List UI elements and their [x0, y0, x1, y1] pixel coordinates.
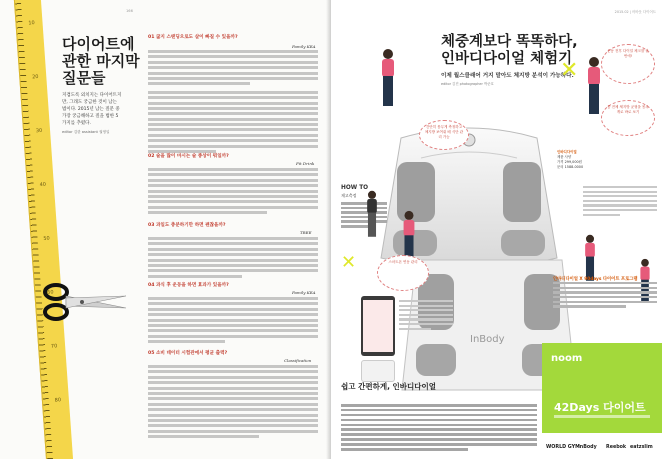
noom-ad[interactable]: [542, 343, 662, 459]
bottom-article-title: 쉽고 간편하게, 인바디다이얼: [341, 382, 437, 391]
article-column: [148, 297, 318, 346]
article-column: [148, 237, 318, 280]
tape-number: 60: [46, 289, 54, 296]
phone-icon: [361, 296, 395, 356]
bottom-article-body: [341, 404, 537, 453]
article-column: [148, 168, 318, 217]
question-heading: 01 굶지 스탠딩으로도 살이 빠질 수 있을까?: [148, 35, 238, 40]
tape-number: 30: [35, 127, 43, 135]
tape-number: 80: [54, 397, 62, 404]
spec-line: 제품 사양: [557, 155, 572, 159]
title-line: 인바디다이얼 체험기: [441, 51, 573, 67]
howto-title: HOW TO: [341, 185, 369, 191]
title-line: 체중계보다 똑똑하다,: [441, 34, 578, 50]
person-figure: [375, 48, 401, 110]
spec-box: [557, 150, 603, 170]
question-source: Family KEA: [292, 44, 316, 49]
question-source: Family KEA: [292, 290, 316, 295]
event-box: [553, 277, 657, 310]
ad-partner-bar: [542, 433, 662, 459]
right-page-subtitle: 이제 월스클래어 거지 말아도 체지방 분석이 가능하다.: [441, 73, 574, 79]
ad-headline: 42Days 다이어트: [554, 401, 646, 414]
right-page-credit: editor 김진 photographer 박준호: [441, 82, 494, 86]
x-mark-icon: ✕: [341, 252, 357, 273]
page-header: 2015.02 | 어바웃 다이어트: [614, 10, 656, 14]
tape-number: 50: [43, 235, 51, 242]
scissors-icon: [42, 278, 128, 326]
partner-logo: InBody: [578, 445, 597, 450]
partner-logo: Reebok: [606, 445, 627, 450]
speech-bubble: 스마트폰 연동 관리: [377, 255, 429, 291]
left-page-credit: editor 김한 assistant 권영일: [62, 130, 110, 134]
question-heading: 04 과식 후 운동을 하면 효과가 있을까?: [148, 283, 229, 288]
product-brand: InBody: [470, 334, 505, 345]
x-mark-icon: ✕: [560, 58, 579, 83]
howto-sub: 재고측정: [341, 193, 357, 198]
left-page-title: [62, 36, 140, 87]
right-page-title: [441, 34, 578, 68]
page-folio: 166: [126, 9, 133, 13]
speech-bubble: 몸 전체 체지방 균형을 몸무게로 바로 보기: [601, 100, 655, 136]
spec-line: 가격 299,000원: [557, 160, 582, 164]
partner-logo: WORLD GYM: [546, 445, 580, 450]
tape-number: 20: [31, 73, 39, 81]
person-figure: [361, 190, 383, 240]
title-line: 질문들: [62, 69, 106, 87]
spec-title: 인바디다이얼: [557, 150, 577, 154]
speech-bubble: 운동 전후 다이얼 체크를 한 번에!: [601, 44, 655, 84]
question-heading: 02 술을 많이 마시는 술 종상이 뭐일까?: [148, 154, 229, 159]
question-source: Classification: [284, 358, 312, 363]
left-page-lead: 지겹도록 외치지는 다이어트지만, 그래도 궁금한 것이 남는 법이다. 2015년 남는 질문 중 가장 궁금해하고 질을 법한 5가지를 추렸다.: [62, 93, 122, 126]
ad-caption-line: [554, 415, 650, 418]
speech-bubble: 간단히 몸무게 측정하고 체지방 보여줘 배 식단 관리 가능: [419, 120, 469, 150]
tape-number: 70: [50, 343, 58, 350]
event-title: 인바디다이얼 X 90days 다이어트 프로그램: [553, 277, 638, 282]
question-source: Fit Drink: [296, 161, 315, 166]
question-source: TREE: [300, 230, 312, 235]
tape-number: 40: [39, 181, 47, 189]
title-line: 관한 마지막: [62, 52, 140, 70]
partner-logo: eatzslim: [630, 445, 653, 450]
noom-logo: noom: [551, 353, 583, 364]
app-screen-icon: [361, 360, 395, 382]
title-line: 다이어트에: [62, 35, 135, 53]
question-heading: 03 과일도 충분하기만 하면 괜찮을까?: [148, 223, 226, 228]
text-column: [399, 300, 453, 332]
right-page: [331, 0, 662, 459]
article-column: [148, 365, 318, 440]
text-column: [583, 186, 657, 218]
tape-number: 10: [28, 20, 35, 27]
article-column: [148, 50, 318, 155]
spec-line: 문의 1588-0000: [557, 165, 584, 169]
question-heading: 05 소비 데이터 시험관에서 평균 출력?: [148, 351, 228, 356]
